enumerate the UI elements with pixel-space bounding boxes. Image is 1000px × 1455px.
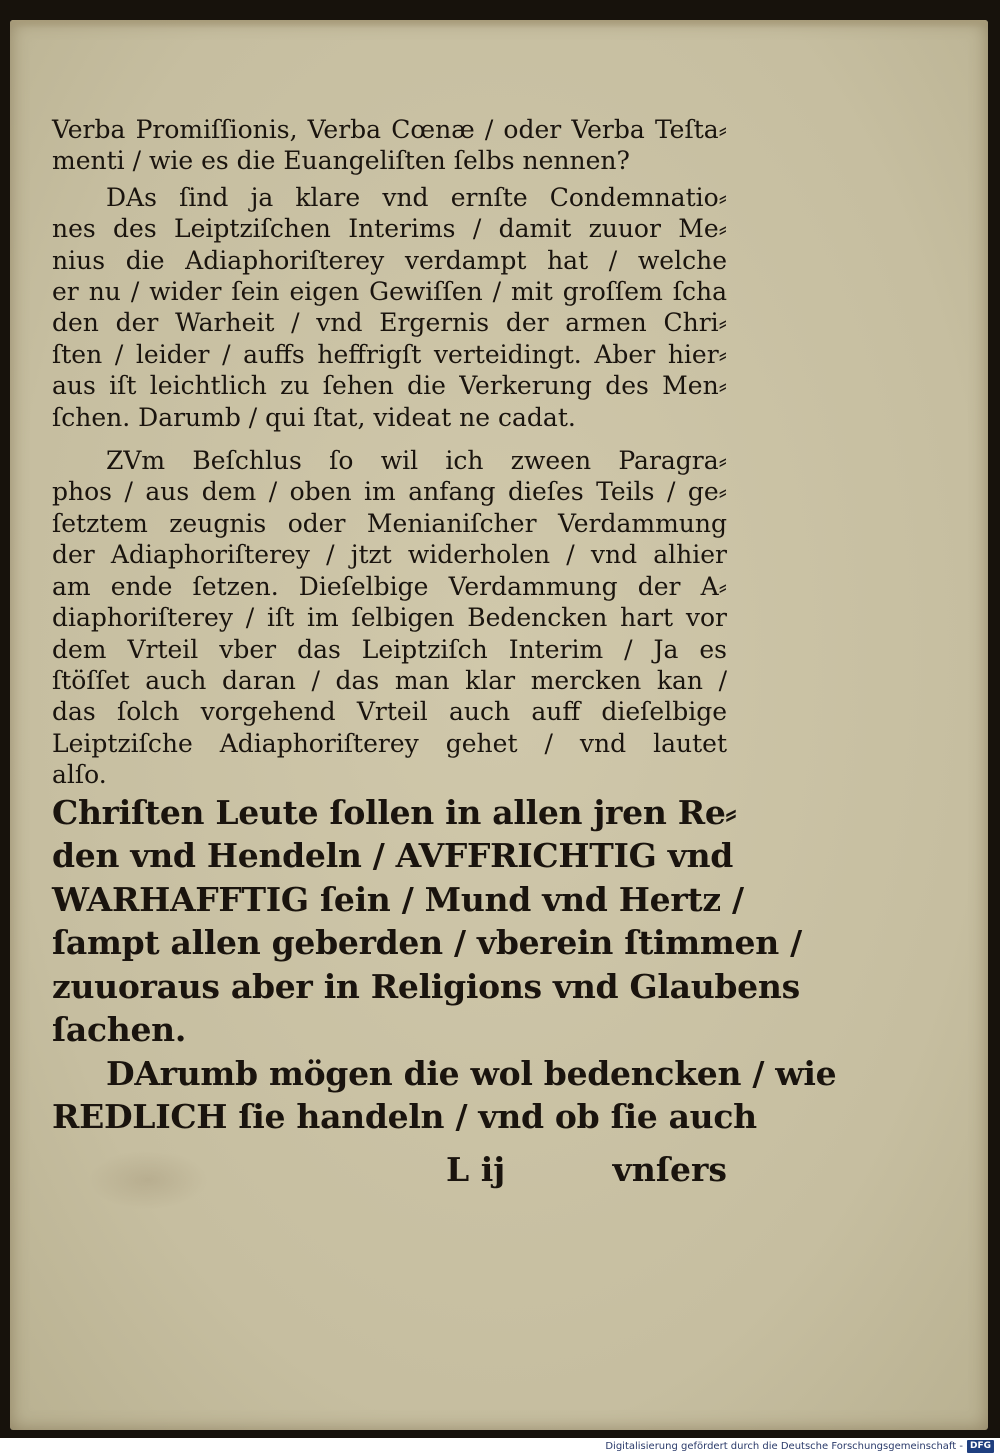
paragraph-continuation [52,114,727,177]
text-line: nes des Leiptziſchen Interims / damit zuuor Me⸗ [52,214,727,244]
closing-paragraph [52,1052,837,1139]
paragraph-conclusion [52,445,727,790]
text-line: das ſolch vorgehend Vrteil auch auff dieſelbige [52,697,727,727]
text-line: Leiptziſche Adiaphoriſterey gehet / vnd lautet [52,728,727,758]
signature-mark: L ij [446,1150,506,1189]
text-line: nius die Adiaphoriſterey verdampt hat / welche [52,245,727,275]
quoted-passage [52,791,802,1052]
quote-line: ſachen. [52,1010,187,1050]
quote-line: WARHAFFTIG ſein / Mund vnd Hertz / [52,879,744,919]
text-line: aus iſt leichtlich zu ſehen die Verkerung des Men⸗ [52,371,727,401]
page-edge [10,20,988,28]
text-line: menti / wie es die Euangeliſten ſelbs nennen? [52,146,630,176]
paragraph-condemnation [52,182,727,433]
text-line: der Adiaphoriſterey / jtzt widerholen / vnd alhier [52,540,727,570]
quote-line: den vnd Hendeln / AVFFRICHTIG vnd [52,836,734,876]
quote-line: ſampt allen geberden / vberein ſtimmen / [52,923,802,963]
text-line: ſetztem zeugnis oder Menianiſcher Verdammung [52,508,727,538]
credit-text: Digitalisierung gefördert durch die Deutsche Forschungsgemeinschaft - [605,1441,963,1452]
text-line: dem Vrteil vber das Leiptziſch Interim / Ja es [52,634,727,664]
text-line: Verba Promiſſionis, Verba Cœnæ / oder Verba Teſta⸗ [52,115,727,144]
closing-line: DArumb mögen die wol bedencken / wie [106,1053,837,1093]
text-line: ſten / leider / auffs heffrigſt verteidingt. Aber hier⸗ [52,339,727,369]
show-through-stain [88,1150,208,1210]
digitization-credit [605,1438,994,1455]
text-line: diaphoriſterey / iſt im ſelbigen Bedencken hart vor [52,603,727,633]
closing-line: REDLICH ſie handeln / vnd ob ſie auch [52,1097,757,1137]
dfg-logo: DFG [967,1440,994,1453]
text-line: er nu / wider ſein eigen Gewiſſen / mit groſſem ſcha [52,277,727,307]
quote-line: zuuoraus aber in Religions vnd Glaubens [52,966,800,1006]
catchword: vnſers [612,1150,727,1189]
text-line: am ende ſetzen. Dieſelbige Verdammung der A⸗ [52,571,727,601]
text-line: DAs ſind ja klare vnd ernſte Condemnatio⸗ [106,182,727,212]
page-text [52,114,837,1139]
text-line: phos / aus dem / oben im anfang dieſes Teils / ge⸗ [52,477,727,507]
text-line: den der Warheit / vnd Ergernis der armen Chri⸗ [52,308,727,338]
text-line: ſchen. Darumb / qui ſtat, videat ne cadat. [52,402,576,432]
quote-line: Chriſten Leute ſollen in allen jren Re⸗ [52,792,737,832]
text-line: ZVm Beſchlus ſo wil ich zween Paragra⸗ [106,446,727,476]
text-line: ſtöſſet auch daran / das man klar mercken kan / [52,665,727,695]
text-line: alſo. [52,760,107,790]
